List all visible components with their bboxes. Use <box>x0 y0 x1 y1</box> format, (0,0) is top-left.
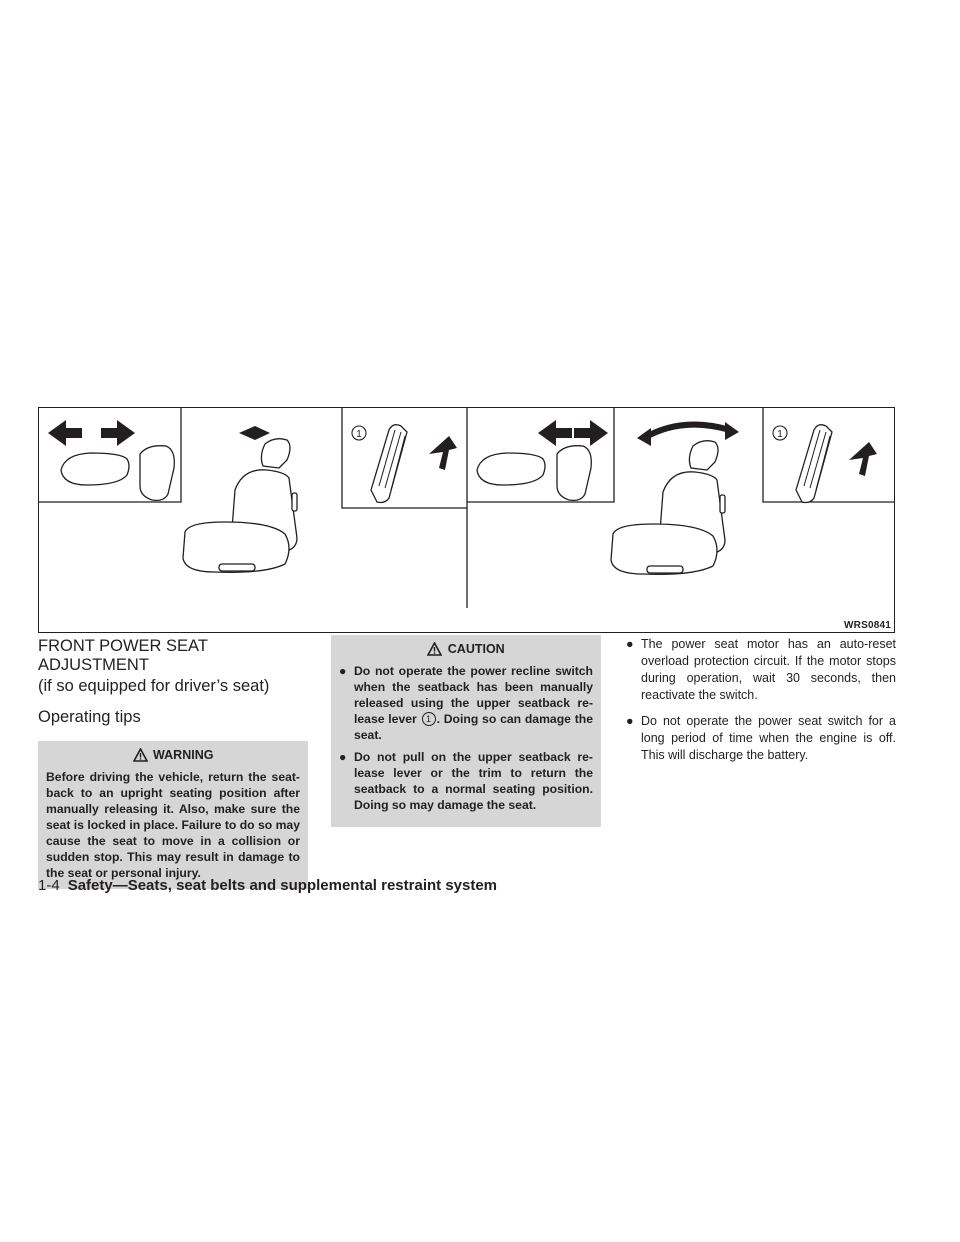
bullet-icon: ● <box>626 714 634 728</box>
caution-item-text: Do not pull on the upper seatback re-lease lever or the trim to return the seatback to a normal seating position. Doing so may damage the seat. <box>354 750 593 812</box>
seat-icon <box>183 426 297 572</box>
caution-box <box>331 635 601 827</box>
tip-text: The power seat motor has an auto-reset overload protection circuit. If the motor stops during operation, wait 30 seconds, then reactivate the switch. <box>641 637 896 702</box>
column-3 <box>626 634 896 773</box>
seat-adjustment-illustration <box>38 407 895 633</box>
seatback-lever-icon <box>352 425 457 503</box>
warning-triangle-icon <box>133 748 148 762</box>
tips-list <box>626 636 896 764</box>
callout-number-2: 1 <box>777 429 783 440</box>
warning-label: WARNING <box>153 748 214 762</box>
tip-item <box>626 636 896 704</box>
seat-icon-2 <box>611 441 725 575</box>
chapter-title: Safety—Seats, seat belts and supplemental restraint system <box>67 877 498 894</box>
section-title: FRONT POWER SEAT ADJUSTMENT <box>38 637 208 674</box>
tip-item <box>626 713 896 764</box>
recline-arrow-icon <box>637 422 739 446</box>
slide-arrows-icon-2 <box>538 420 608 446</box>
seat-switch-icon-2 <box>477 446 591 501</box>
caution-label: CAUTION <box>447 642 505 656</box>
slide-arrows-icon <box>48 420 135 446</box>
bullet-icon: ● <box>339 750 347 764</box>
seat-switch-icon <box>61 446 174 501</box>
tip-text: Do not operate the power seat switch for a long period of time when the engine is off. This will discharge the battery. <box>641 714 896 762</box>
warning-text: Before driving the vehicle, return the seat-back to an upright seating position after manually releasing it. Also, make sure the seat is locked in place. Failure to do so may cause the seat to move in a collision or sudden stop. This may result in damage to the seat or personal injury. <box>46 770 300 880</box>
caution-item-text-a: Do not operate the power recline switch when the seatback has been manually released using the upper seatback re-lease lever <box>354 664 593 726</box>
bullet-icon: ● <box>339 664 347 678</box>
figure-code: WRS0841 <box>844 620 891 631</box>
column-2 <box>331 634 601 827</box>
warning-box <box>38 741 308 889</box>
page-footer <box>38 877 497 895</box>
caution-item-text-b: . Doing so can damage the seat. <box>354 712 593 742</box>
column-1 <box>38 634 308 889</box>
subsection-title: Operating tips <box>38 708 141 726</box>
seatback-lever-icon-2 <box>773 425 877 503</box>
warning-header <box>46 747 300 763</box>
lever-callout-ref: 1 <box>422 712 436 726</box>
caution-header <box>339 641 593 657</box>
caution-triangle-icon <box>427 642 442 656</box>
panel-callout-1 <box>342 408 467 508</box>
section-subtitle: (if so equipped for driver’s seat) <box>38 677 270 695</box>
seat-diagram <box>39 408 895 633</box>
page-number: 1-4 <box>38 877 60 894</box>
caution-item <box>339 663 593 743</box>
callout-number: 1 <box>356 429 362 440</box>
caution-item <box>339 749 593 813</box>
caution-list <box>339 663 593 813</box>
bullet-icon: ● <box>626 637 634 651</box>
panel-callout-2 <box>763 408 895 502</box>
